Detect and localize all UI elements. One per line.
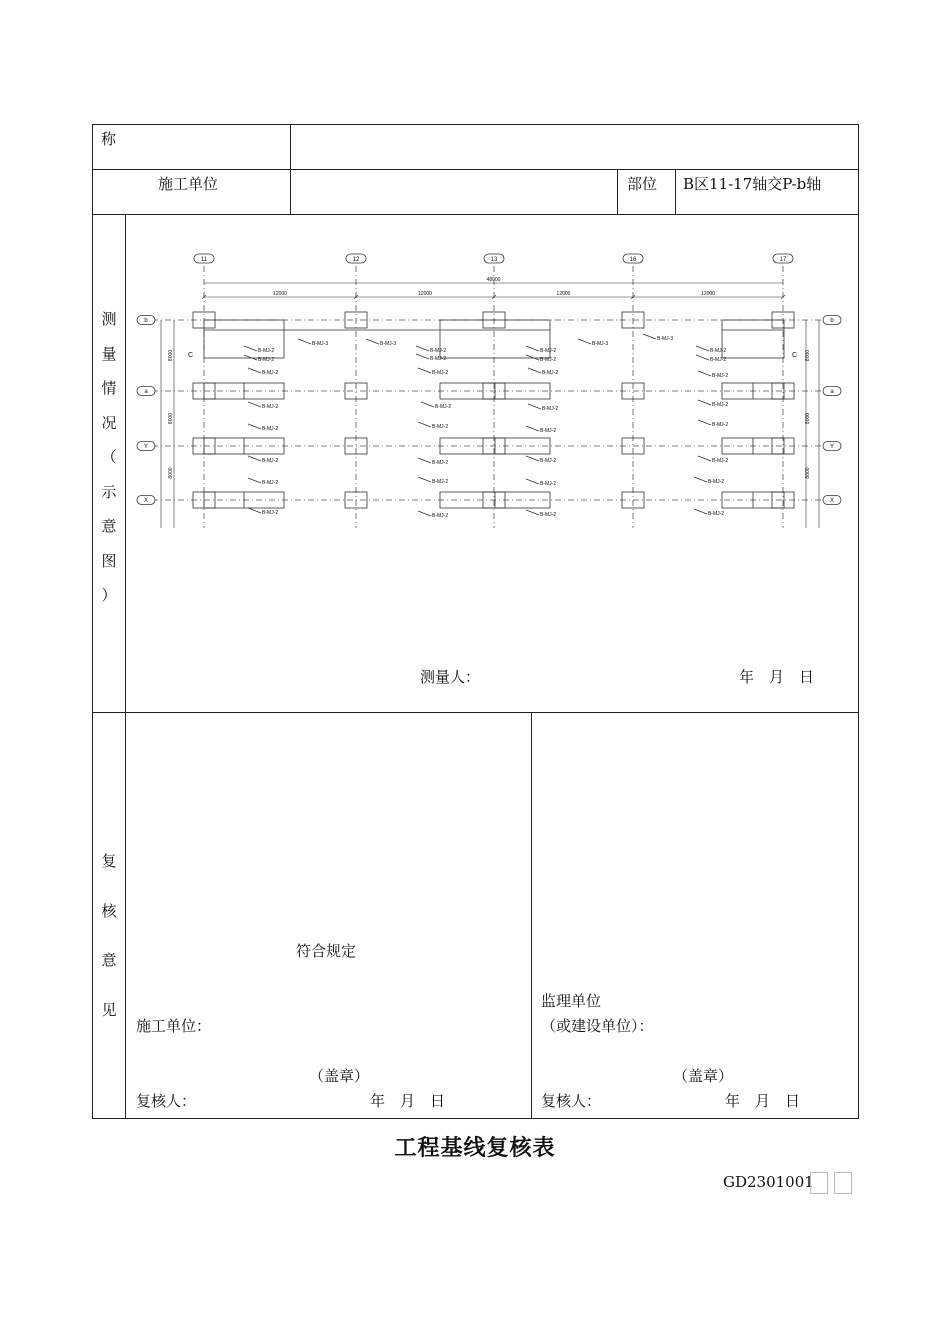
beam-tag-label: B-MJ-2 <box>258 348 275 354</box>
leader-line <box>244 346 257 351</box>
name-label: 称 <box>101 130 117 148</box>
survey-label-char: 量 <box>101 344 117 363</box>
leader-line <box>248 424 261 429</box>
leader-line <box>421 402 434 407</box>
leader-line <box>526 346 539 351</box>
leader-line <box>248 478 261 483</box>
leader-line <box>698 420 711 425</box>
leader-line <box>526 479 539 484</box>
review-label-char: 核 <box>101 901 117 920</box>
leader-line <box>416 354 429 359</box>
left-review-date: 年 月 日 <box>370 1092 446 1110</box>
leader-line <box>694 477 707 482</box>
beam-tag-label: B-MJ-2 <box>258 357 275 363</box>
left-reviewer-label: 复核人： <box>136 1092 197 1110</box>
leader-line <box>248 456 261 461</box>
survey-date: 年 月 日 <box>739 668 815 686</box>
beam-tag-label: B-MJ-3 <box>592 341 609 347</box>
total-dimension-label: 48000 <box>486 277 501 283</box>
beam-tag-label: B-MJ-3 <box>657 336 674 342</box>
beam-tag-label: B-MJ-2 <box>262 480 279 486</box>
left-opinion: 符合规定 <box>296 942 357 960</box>
row-axis-label: Y <box>829 444 835 450</box>
column-axis-label: 11 <box>200 257 208 263</box>
code-checkbox-1[interactable] <box>810 1172 828 1194</box>
beam-tag-label: B-MJ-3 <box>312 341 329 347</box>
left-seal-label: （盖章） <box>309 1067 370 1085</box>
leader-line <box>418 477 431 482</box>
section-marker: C <box>188 352 194 359</box>
leader-line <box>528 404 541 409</box>
beam-tag-label: B-MJ-2 <box>710 348 727 354</box>
construction-unit-field[interactable] <box>291 170 617 214</box>
beam-tag-label: B-MJ-2 <box>262 426 279 432</box>
leader-line <box>418 422 431 427</box>
span-dimension-label: 12000 <box>273 291 287 297</box>
beam-tag-label: B-MJ-2 <box>540 458 557 464</box>
beam-tag-label: B-MJ-2 <box>710 357 727 363</box>
beam-tag-label: B-MJ-2 <box>708 511 725 517</box>
leader-line <box>418 458 431 463</box>
right-dimension-label: 8000 <box>805 412 811 425</box>
leader-line <box>698 456 711 461</box>
leader-line <box>416 346 429 351</box>
survey-label-char: ） <box>101 586 117 604</box>
review-section-label <box>92 837 126 1035</box>
beam-tag-label: B-MJ-2 <box>432 460 449 466</box>
leader-line <box>418 368 431 373</box>
left-dimension-label: 8000 <box>168 412 174 425</box>
leader-line <box>696 355 709 360</box>
survey-label-char: 况 <box>101 413 117 432</box>
beam-tag-label: B-MJ-2 <box>540 348 557 354</box>
row-axis-label: Y <box>143 444 149 450</box>
leader-line <box>248 368 261 373</box>
left-dimension-label: 8000 <box>168 467 174 479</box>
leader-line <box>248 402 261 407</box>
leader-line <box>528 368 541 373</box>
document-title: 工程基线复核表 <box>394 1135 556 1161</box>
review-label-char: 见 <box>101 1000 117 1019</box>
span-dimension-label: 12000 <box>556 291 571 297</box>
survey-label-char: 测 <box>101 310 117 328</box>
beam-tag-label: B-MJ-2 <box>262 370 279 376</box>
span-dimension-label: 12000 <box>418 291 432 297</box>
row-axis-label: X <box>829 498 835 504</box>
survey-label-char: 情 <box>101 379 117 397</box>
left-unit-label: 施工单位： <box>136 1017 212 1035</box>
review-label-char: 复 <box>101 852 117 870</box>
beam-tag-label: B-MJ-2 <box>262 510 279 516</box>
column-axis-label: 17 <box>779 257 787 263</box>
leader-line <box>698 400 711 405</box>
column-axis-label: 13 <box>490 257 498 263</box>
survey-diagram <box>130 240 850 534</box>
beam-tag-label: B-MJ-2 <box>542 406 559 412</box>
leader-line <box>694 509 707 514</box>
leader-line <box>526 355 539 360</box>
row-axis-label: b <box>144 318 148 324</box>
col-divider-location-label <box>617 169 618 215</box>
location-label: 部位 <box>627 175 658 193</box>
right-seal-label: （盖章） <box>673 1067 734 1085</box>
leader-line <box>244 355 257 360</box>
beam-tag-label: B-MJ-2 <box>262 404 279 410</box>
right-review-date: 年 月 日 <box>725 1092 801 1110</box>
survey-label-char: （ <box>101 448 117 466</box>
beam-tag-label: B-MJ-2 <box>712 402 729 408</box>
right-dimension-label: 8000 <box>805 467 811 479</box>
beam-tag-label: B-MJ-2 <box>435 404 452 410</box>
review-label-char: 意 <box>101 951 117 969</box>
row-axis-label: a <box>830 389 834 395</box>
leader-line <box>298 339 311 344</box>
leader-line <box>526 456 539 461</box>
col-divider-review <box>531 712 532 1119</box>
row-axis-label: b <box>830 318 834 324</box>
beam-tag-label: B-MJ-2 <box>430 356 447 362</box>
column-axis-label: 12 <box>352 257 360 263</box>
survey-label-char: 示 <box>101 482 117 501</box>
beam-tag-label: B-MJ-2 <box>542 370 559 376</box>
beam-tag-label: B-MJ-2 <box>430 348 447 354</box>
survey-label-char: 图 <box>101 551 117 570</box>
beam-band <box>722 320 784 358</box>
right-dimension-label: 8000 <box>805 349 811 362</box>
beam-tag-label: B-MJ-2 <box>262 458 279 464</box>
leader-line <box>366 339 379 344</box>
right-reviewer-label: 复核人： <box>541 1092 602 1110</box>
name-value-field[interactable] <box>291 125 858 169</box>
leader-line <box>526 426 539 431</box>
survey-section-label <box>92 302 126 613</box>
surveyor-label: 测量人： <box>420 668 481 686</box>
leader-line <box>643 334 656 339</box>
construction-unit-label: 施工单位 <box>158 175 219 193</box>
right-unit-sublabel: （或建设单位）： <box>541 1017 654 1035</box>
beam-tag-label: B-MJ-2 <box>712 373 729 379</box>
beam-tag-label: B-MJ-2 <box>540 428 557 434</box>
leader-line <box>418 511 431 516</box>
beam-tag-label: B-MJ-2 <box>540 357 557 363</box>
leader-line <box>248 508 261 513</box>
beam-tag-label: B-MJ-2 <box>540 512 557 518</box>
beam-tag-label: B-MJ-2 <box>708 479 725 485</box>
row-axis-label: X <box>143 498 149 504</box>
row-divider-3 <box>92 712 859 713</box>
beam-tag-label: B-MJ-3 <box>380 341 397 347</box>
beam-tag-label: B-MJ-2 <box>432 513 449 519</box>
span-dimension-label: 12000 <box>701 291 715 297</box>
leader-line <box>578 339 591 344</box>
row-divider-2 <box>92 214 859 215</box>
code-checkbox-2[interactable] <box>834 1172 852 1194</box>
beam-band <box>440 320 550 358</box>
location-value: B区11-17轴交P-b轴 <box>683 175 822 193</box>
leader-line <box>696 346 709 351</box>
beam-tag-label: B-MJ-2 <box>540 481 557 487</box>
section-marker: C <box>792 352 798 359</box>
leader-line <box>698 371 711 376</box>
beam-tag-label: B-MJ-2 <box>432 479 449 485</box>
left-dimension-label: 8000 <box>168 349 174 362</box>
survey-label-char: 意 <box>101 517 117 535</box>
leader-line <box>526 510 539 515</box>
col-divider-location-value <box>675 169 676 215</box>
right-unit-label: 监理单位 <box>541 992 602 1010</box>
column-axis-label: 16 <box>629 257 637 263</box>
beam-tag-label: B-MJ-2 <box>432 424 449 430</box>
row-axis-label: a <box>144 389 148 395</box>
beam-tag-label: B-MJ-2 <box>432 370 449 376</box>
document-code: GD2301001 <box>723 1173 814 1191</box>
beam-tag-label: B-MJ-2 <box>712 422 729 428</box>
beam-tag-label: B-MJ-2 <box>712 458 729 464</box>
